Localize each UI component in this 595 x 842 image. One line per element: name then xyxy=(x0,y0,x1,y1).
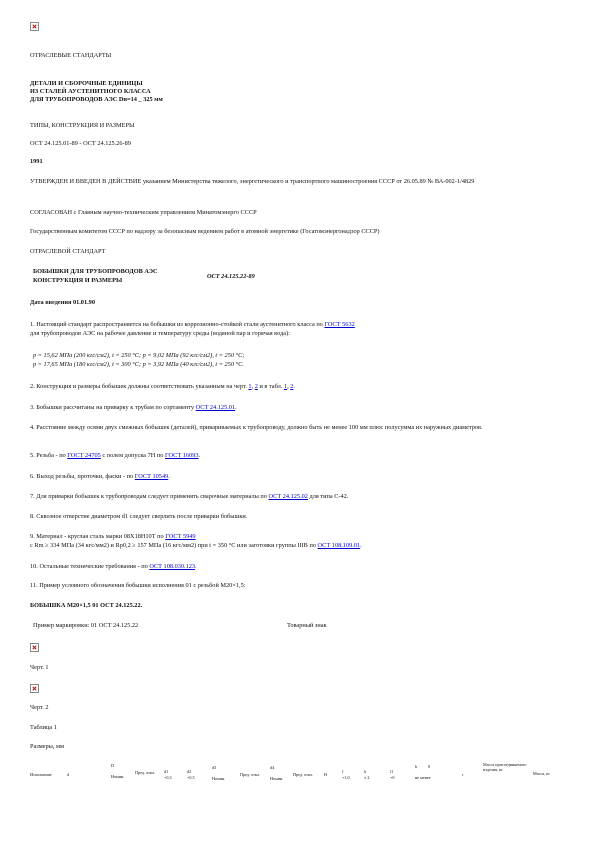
standard-code: ОСТ 24.125.22-89 xyxy=(207,273,255,280)
clause-9-cont: с Rm ≥ 334 МПа (34 кгс/мм2) и Rp0,2 ≥ 157 МПа (16 кгс/мм2) при t = 350 °C или заготовки группы IIIВ по ОСТ 108.109.01. xyxy=(30,542,362,549)
approval-text: УТВЕРЖДЕН И ВВЕДЕН В ДЕЙСТВИЕ указанием Министерства тяжелого, энергетического и транспортного машиностроения СССР от 26.05.89 № ВА-002-1/4829 xyxy=(30,178,475,185)
clause-8: 8. Сквозное отверстие диаметром d1 следует сверлить после приварки бобышки. xyxy=(30,513,248,520)
col-l1-tol: +0 xyxy=(390,775,395,780)
ost-range: ОСТ 24.125.01-89 - ОСТ 24.125.26-89 xyxy=(30,140,131,147)
col-h: h xyxy=(364,769,367,774)
clause-9: 9. Материал - круглая сталь марки 08Х18Н10Т по ГОСТ 5949 xyxy=(30,533,196,540)
link-gost-10549[interactable]: ГОСТ 10549 xyxy=(134,473,169,480)
col-b-min: не менее xyxy=(415,775,431,780)
link-table-1[interactable]: 1 xyxy=(283,383,288,390)
clause-1: 1. Настоящий стандарт распространяется на бобышки из коррозионно-стойкой стали аустенитного класса по ГОСТ 5632 xyxy=(30,321,355,328)
figure-2-caption: Черт. 2 xyxy=(30,704,49,711)
col-f: f xyxy=(342,769,344,774)
title-line-3: ДЛЯ ТРУБОПРОВОДОВ АЭС Dн=14 _ 325 мм xyxy=(30,96,163,103)
trademark-label: Товарный знак xyxy=(287,622,327,629)
link-ost-108-109-01[interactable]: ОСТ 108.109.01 xyxy=(317,542,361,549)
col-d4-nom: Номин. xyxy=(270,776,284,781)
col-d2-tol: +0,5 xyxy=(187,775,195,780)
col-h-tol: ± 2 xyxy=(364,775,370,780)
broken-image-icon xyxy=(30,643,39,652)
units-label: Размеры, мм xyxy=(30,743,64,750)
col-d1: d1 xyxy=(164,769,169,774)
clause-6: 6. Выход резьбы, проточки, фаски - по ГОСТ 10549. xyxy=(30,473,170,480)
col-d4-tol: Пред. откл. xyxy=(293,772,314,777)
col-f-tol: +1,0 xyxy=(342,775,350,780)
clause-11: 11. Пример условного обозначения бобышки исполнения 01 с резьбой М20×1,5: xyxy=(30,582,246,589)
col-d3-tol: Пред. откл. xyxy=(240,772,261,777)
col-D-tol: Пред. откл. xyxy=(135,770,156,775)
clause-3: 3. Бобышки рассчитаны на приварку к трубам по сортаменту ОСТ 24.125.01. xyxy=(30,404,237,411)
col-d3-nom: Номин. xyxy=(212,776,226,781)
col-d1-tol: +0,3 xyxy=(164,775,172,780)
broken-image-icon xyxy=(30,684,39,693)
standard-label: ОТРАСЛЕВОЙ СТАНДАРТ xyxy=(30,248,106,255)
link-ost-24-125-02[interactable]: ОСТ 24.125.02 xyxy=(268,493,308,500)
col-l1: l1 xyxy=(390,769,394,774)
link-gost-5949[interactable]: ГОСТ 5949 xyxy=(165,533,196,540)
link-fig-1[interactable]: 1 xyxy=(248,383,252,390)
clause-5: 5. Резьба - по ГОСТ 24705 с полем допуска 7H по ГОСТ 16093. xyxy=(30,452,201,459)
pressure-line-1: p = 15,62 МПа (200 кгс/см2), t = 250 °C; p = 9,02 МПа (92 кгс/см2), t = 250 °C; xyxy=(33,352,245,359)
title-line-1: ДЕТАЛИ И СБОРОЧНЫЕ ЕДИНИЦЫ xyxy=(30,80,143,87)
marking-example: Пример маркировки: 01 ОСТ 24.125.22 xyxy=(33,622,139,629)
link-fig-2[interactable]: 2 xyxy=(254,383,258,390)
col-b: b xyxy=(415,764,418,769)
standard-name-line-2: КОНСТРУКЦИЯ И РАЗМЕРЫ xyxy=(33,277,123,284)
intro-date: Дата введения 01.01.90 xyxy=(30,299,95,306)
clause-1-tail: для трубопроводов АЭС на рабочее давление и температуру среды (водяной пар и горячая вода): xyxy=(30,330,290,337)
designation-example: БОБЫШКА М20×1,5 01 ОСТ 24.125.22. xyxy=(30,602,143,609)
clause-10: 10. Остальные технические требования - по ОСТ 108.030.123. xyxy=(30,563,197,570)
year: 1991 xyxy=(30,158,43,165)
figure-1-caption: Черт. 1 xyxy=(30,664,49,671)
table-title: Таблица 1 xyxy=(30,724,57,731)
category-heading: ОТРАСЛЕВЫЕ СТАНДАРТЫ xyxy=(30,52,112,59)
clause-4: 4. Расстояние между осями двух смежных бобышек (деталей), привариваемых к трубопроводу, должно быть не менее 100 мм плюс полусумма их наружных диаметров. xyxy=(30,424,483,431)
agreed-text: СОГЛАСОВАН с Главным научно-техническим управлением Минатомэнерго СССР xyxy=(30,209,257,216)
col-d: d xyxy=(67,772,70,777)
committee-text: Государственным комитетом СССР по надзору за безопасным ведением работ в атомной энергетике (Госатомэнергонадзор СССР) xyxy=(30,228,380,235)
subtitle: ТИПЫ, КОНСТРУКЦИЯ И РАЗМЕРЫ xyxy=(30,122,135,129)
link-ost-108-030-123[interactable]: ОСТ 108.030.123 xyxy=(149,563,196,570)
col-r: r xyxy=(462,772,464,777)
clause-7: 7. Для приварки бобышек к трубопроводам следует применять сварочные материалы по ОСТ 24.125.02 для типа С-42. xyxy=(30,493,349,500)
link-ost-24-125-01[interactable]: ОСТ 24.125.01 xyxy=(195,404,236,411)
col-d4: d4 xyxy=(270,765,275,770)
pressure-line-2: p = 17,65 МПа (180 кгс/см2), t = 300 °C; p = 3,92 МПа (40 кгс/см2), t = 250 °C. xyxy=(33,361,244,368)
col-mass: Масса, кг xyxy=(533,771,551,776)
col-d3: d3 xyxy=(212,765,217,770)
link-gost-5632[interactable]: ГОСТ 5632 xyxy=(324,321,355,328)
link-table-2[interactable]: 2 xyxy=(290,383,294,390)
link-gost-16093[interactable]: ГОСТ 16093 xyxy=(165,452,199,459)
clause-2: 2. Конструкция и размеры бобышек должны соответствовать указанным на черт. 1, 2 и в табл. 1, 2. xyxy=(30,383,295,390)
col-H: H xyxy=(324,772,328,777)
link-gost-24705[interactable]: ГОСТ 24705 xyxy=(67,452,101,459)
col-D: D xyxy=(111,763,115,768)
col-exec: Исполнение xyxy=(30,772,52,777)
table-header xyxy=(30,760,565,794)
col-b-val: 0 xyxy=(428,764,431,769)
standard-name-line-1: БОБЫШКИ ДЛЯ ТРУБОПРОВОДОВ АЭС xyxy=(33,268,158,275)
title-line-2: ИЗ СТАЛЕЙ АУСТЕНИТНОГО КЛАССА xyxy=(30,88,151,95)
col-mass-attached: Масса присоединяемого изделия, кг xyxy=(483,762,527,773)
col-d2: d2 xyxy=(187,769,192,774)
col-D-nom: Номин. xyxy=(111,774,125,779)
broken-image-icon xyxy=(30,22,39,31)
